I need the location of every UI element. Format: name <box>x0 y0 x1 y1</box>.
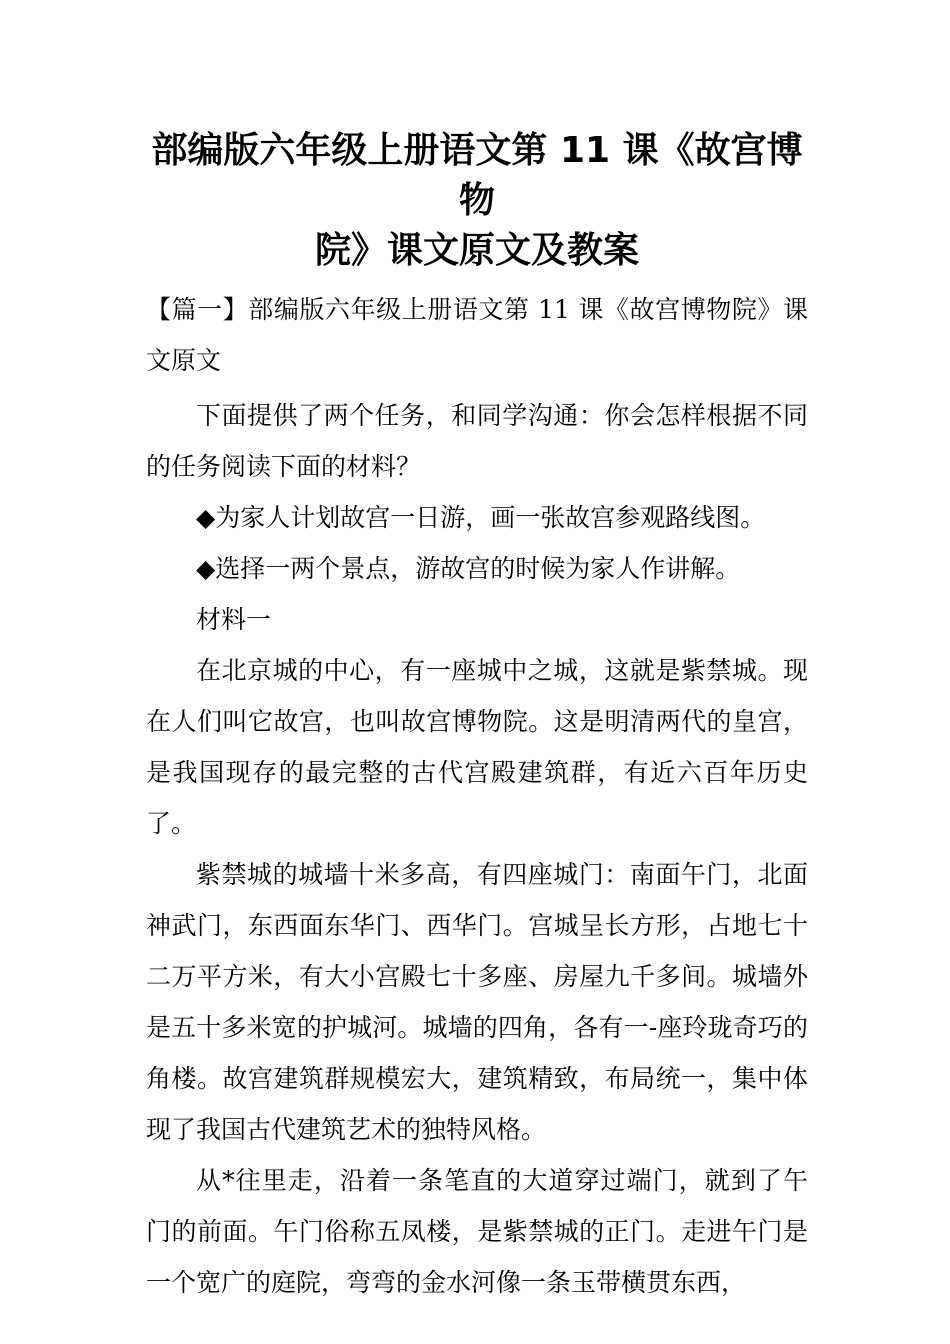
paragraph-intro: 下面提供了两个任务，和同学沟通：你会怎样根据不同的任务阅读下面的材料？ <box>146 401 808 481</box>
section-heading: 【篇一】部编版六年级上册语文第 11 课《故宫博物院》课文原文 <box>146 295 808 375</box>
document-page <box>146 0 808 1308</box>
title-line-2: 院》课文原文及教案 <box>314 230 639 271</box>
paragraph-body-1: 在北京城的中心，有一座城中之城，这就是紫禁城。现在人们叫它故宫，也叫故宫博物院。这是明清两代的皇宫，是我国现存的最完整的古代宫殿建筑群，有近六百年历史了。 <box>146 656 808 838</box>
document-title <box>146 0 808 276</box>
paragraph-body-3: 从*往里走，沿着一条笔直的大道穿过端门，就到了午门的前面。午门俗称五凤楼，是紫禁城的正门。走进午门是一个宽广的庭院，弯弯的金水河像一条玉带横贯东西， <box>146 1166 808 1297</box>
paragraph-body-2: 紫禁城的城墙十米多高，有四座城门：南面午门，北面神武门，东西面东华门、西华门。宫城呈长方形，占地七十二万平方米，有大小宫殿七十多座、房屋九千多间。城墙外是五十多米宽的护城河。城墙的四角，各有一-座玲珑奇巧的角楼。故宫建筑群规模宏大，建筑精致，布局统一，集中体现了我国古代建筑艺术的独特风格。 <box>146 860 808 1144</box>
title-line-1: 部编版六年级上册语文第 11 课《故宫博物 <box>151 130 803 221</box>
paragraph-task-1: ◆为家人计划故宫一日游，画一张故宫参观路线图。 <box>196 503 766 532</box>
paragraph-task-2: ◆选择一两个景点，游故宫的时候为家人作讲解。 <box>196 554 741 583</box>
material-heading: 材料一 <box>196 605 272 634</box>
